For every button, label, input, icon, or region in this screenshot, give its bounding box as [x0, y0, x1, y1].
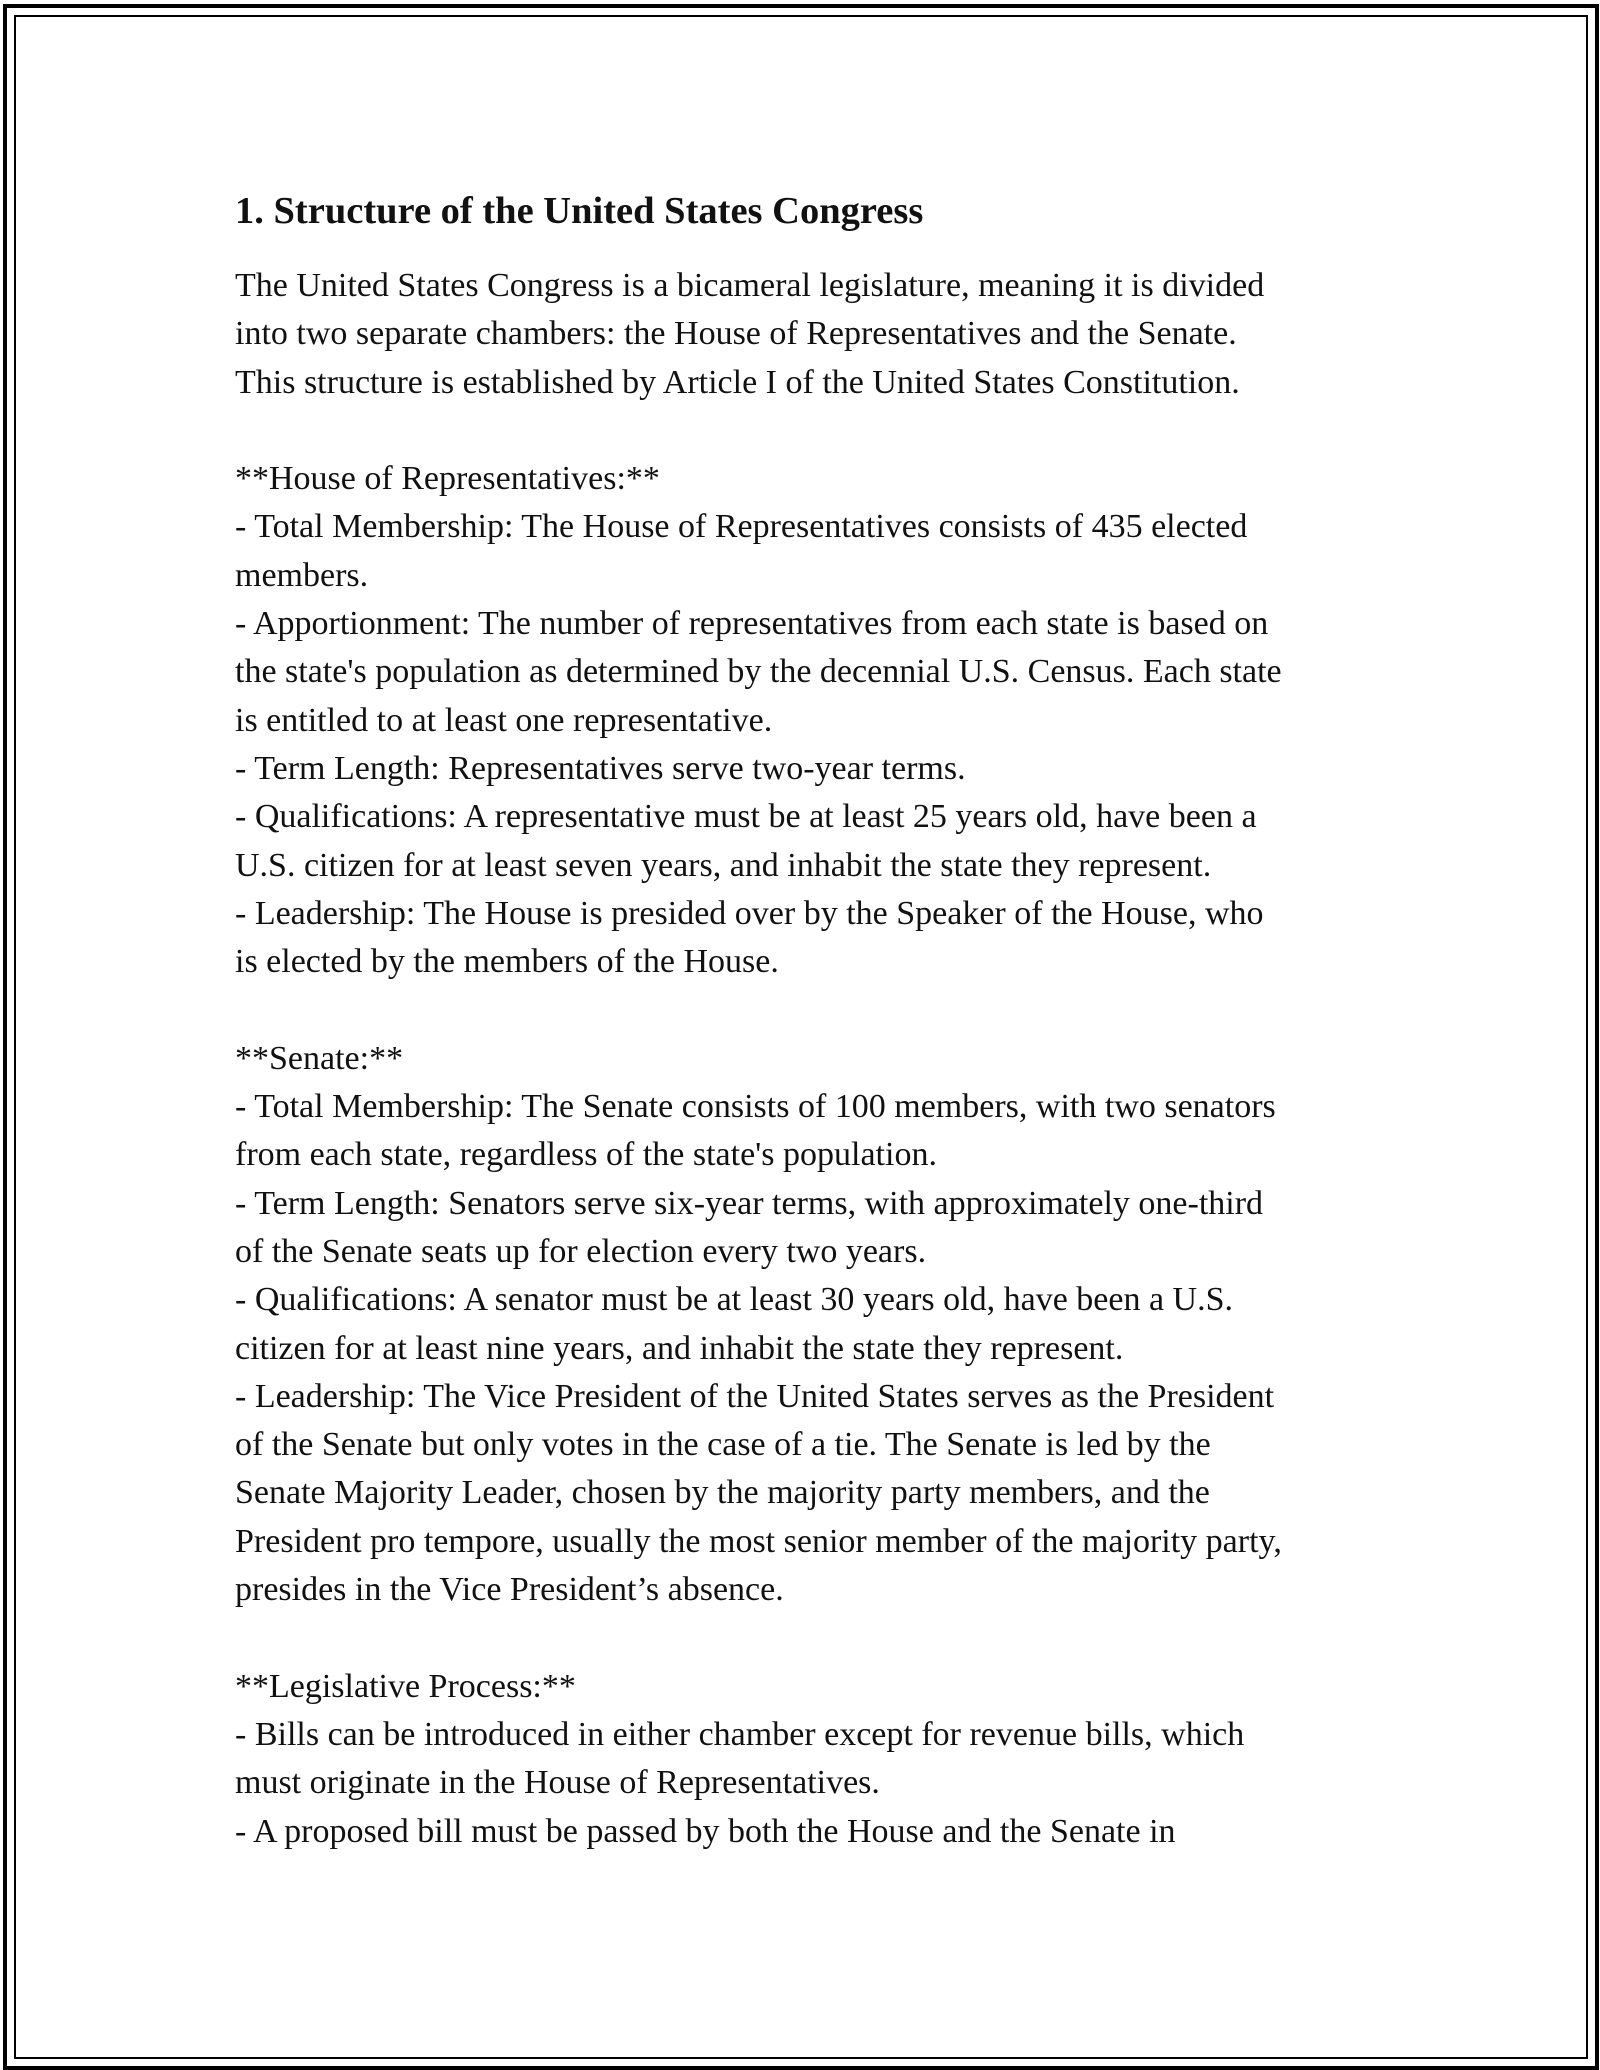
senate-line: - Total Membership: The Senate consists of 100 members, with two senators	[235, 1088, 1276, 1126]
legislative-line: must originate in the House of Representatives.	[235, 1764, 880, 1802]
blank-line	[235, 986, 1385, 1034]
intro-line: The United States Congress is a bicameral legislature, meaning it is divided	[235, 267, 1265, 304]
house-line: is entitled to at least one representative.	[235, 701, 773, 739]
senate-line: - Leadership: The Vice President of the United States serves as the President	[235, 1377, 1275, 1415]
blank-line	[235, 407, 1385, 455]
house-line: - Leadership: The House is presided over by the Speaker of the House, who	[235, 894, 1264, 932]
senate-line: presides in the Vice President’s absence.	[235, 1571, 784, 1609]
intro-line: This structure is established by Article I of the United States Constitution.	[235, 363, 1240, 401]
house-line: members.	[235, 556, 369, 594]
house-line: is elected by the members of the House.	[235, 943, 779, 981]
house-line: - Term Length: Representatives serve two-year terms.	[235, 749, 966, 787]
blank-line	[235, 1614, 1385, 1662]
document-body	[235, 186, 1385, 1856]
house-section-title: **House of Representatives:**	[235, 460, 660, 498]
legislative-line: - Bills can be introduced in either chamber except for revenue bills, which	[235, 1715, 1245, 1753]
house-line: - Qualifications: A representative must be at least 25 years old, have been a	[235, 798, 1257, 836]
section-heading: 1. Structure of the United States Congress	[235, 190, 924, 232]
senate-line: of the Senate seats up for election every two years.	[235, 1232, 927, 1270]
senate-line: citizen for at least nine years, and inhabit the state they represent.	[235, 1329, 1124, 1367]
house-line: - Apportionment: The number of representatives from each state is based on	[235, 605, 1269, 643]
senate-line: from each state, regardless of the state's population.	[235, 1136, 937, 1174]
senate-line: Senate Majority Leader, chosen by the majority party members, and the	[235, 1474, 1210, 1512]
house-line: - Total Membership: The House of Representatives consists of 435 elected	[235, 508, 1248, 546]
senate-line: of the Senate but only votes in the case of a tie. The Senate is led by the	[235, 1426, 1211, 1464]
senate-line: President pro tempore, usually the most senior member of the majority party,	[235, 1522, 1282, 1560]
intro-line: into two separate chambers: the House of Representatives and the Senate.	[235, 315, 1237, 353]
legislative-section-title: **Legislative Process:**	[235, 1667, 576, 1705]
legislative-line: - A proposed bill must be passed by both the House and the Senate in	[235, 1812, 1176, 1850]
senate-line: - Qualifications: A senator must be at least 30 years old, have been a U.S.	[235, 1281, 1234, 1319]
senate-section-title: **Senate:**	[235, 1039, 404, 1077]
house-line: U.S. citizen for at least seven years, and inhabit the state they represent.	[235, 846, 1212, 884]
house-line: the state's population as determined by the decennial U.S. Census. Each state	[235, 653, 1282, 691]
document-text	[235, 262, 1385, 1856]
senate-line: - Term Length: Senators serve six-year terms, with approximately one-third	[235, 1184, 1264, 1222]
